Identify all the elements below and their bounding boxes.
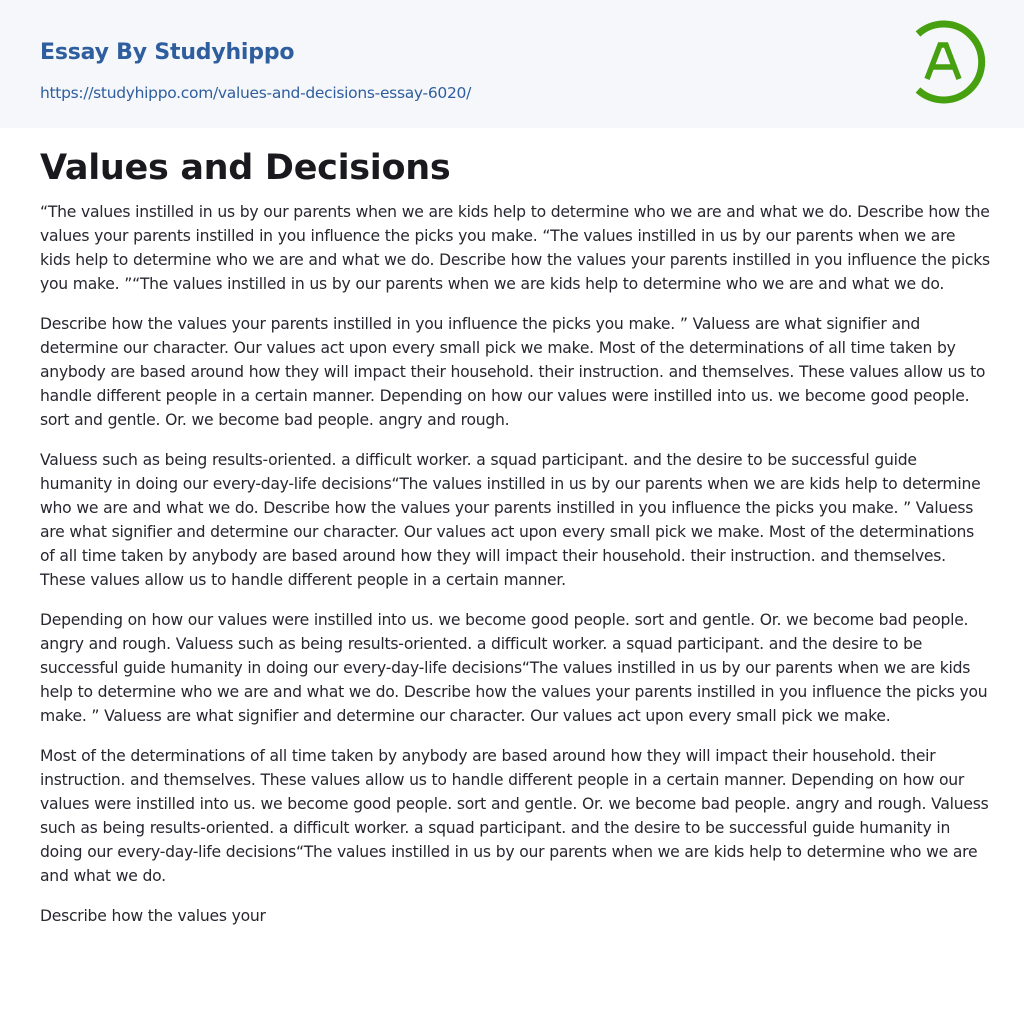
essay-paragraph: Most of the determinations of all time taken by anybody are based around how they will impact their household. their instruction. and themselves. These values allow us to handle different people in a certain manner. Depending on how our values were instilled into us. we become good people. sort and gentle. Or. we become bad people. angry and rough. Valuess such as being results-oriented. a difficult worker. a squad participant. and the desire to be successful guide humanity in doing our every-day-life decisions“The values instilled in us by our parents when we are kids help to determine who we are and what we do. [40, 747, 989, 885]
header-title: Essay By Studyhippo [40, 40, 295, 65]
grade-a-circle-icon [900, 16, 992, 108]
essay-paragraph-truncated: Describe how the values your [40, 907, 266, 925]
essay-paragraph: Describe how the values your parents instilled in you influence the picks you make. ” Valuess are what signifier and determine our character. Our values act upon every small pick we make. Most of the determinations of all time taken by anybody are based around how they will impact their household. their instruction. and themselves. These values allow us to handle different people in a certain manner. Depending on how our values were instilled into us. we become good people. sort and gentle. Or. we become bad people. angry and rough. [40, 315, 986, 429]
site-header [0, 0, 1024, 128]
essay-content [40, 142, 990, 944]
essay-paragraph: Valuess such as being results-oriented. a difficult worker. a squad participant. and the desire to be successful guide humanity in doing our every-day-life decisions“The values instilled in us by our parents when we are kids help to determine who we are and what we do. Describe how the values your parents instilled in you influence the picks you make. ” Valuess are what signifier and determine our character. Our values act upon every small pick we make. Most of the determinations of all time taken by anybody are based around how they will impact their household. their instruction. and themselves. These values allow us to handle different people in a certain manner. [40, 451, 981, 589]
essay-url-link[interactable]: https://studyhippo.com/values-and-decisions-essay-6020/ [40, 84, 471, 102]
essay-paragraph: “The values instilled in us by our parents when we are kids help to determine who we are and what we do. Describe how the values your parents instilled in you influence the picks you make. “The values instilled in us by our parents when we are kids help to determine who we are and what we do. Describe how the values your parents instilled in you influence the picks you make. ”“The values instilled in us by our parents when we are kids help to determine who we are and what we do. [40, 203, 990, 293]
essay-paragraph: Depending on how our values were instilled into us. we become good people. sort and gentle. Or. we become bad people. angry and rough. Valuess such as being results-oriented. a difficult worker. a squad participant. and the desire to be successful guide humanity in doing our every-day-life decisions“The values instilled in us by our parents when we are kids help to determine who we are and what we do. Describe how the values your parents instilled in you influence the picks you make. ” Valuess are what signifier and determine our character. Our values act upon every small pick we make. [40, 611, 988, 725]
grade-a-logo [900, 16, 992, 108]
page-title: Values and Decisions [40, 148, 451, 188]
